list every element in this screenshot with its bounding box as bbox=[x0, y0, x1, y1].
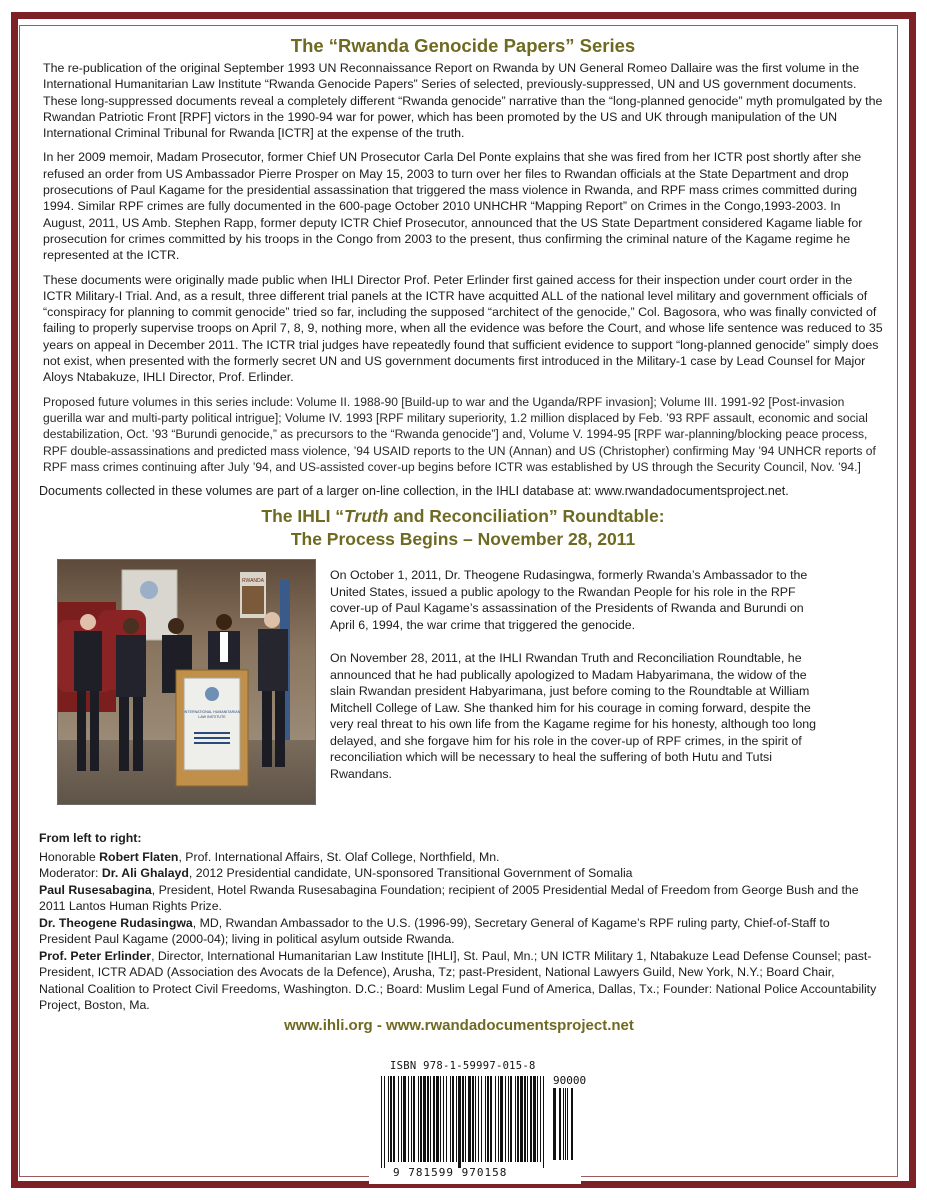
roundtable-subtitle: The Process Begins – November 28, 2011 bbox=[290, 529, 636, 550]
footer-urls[interactable]: www.ihli.org - www.rwandadocumentsproject.net bbox=[284, 1016, 634, 1034]
barcode-bar bbox=[472, 1076, 474, 1162]
collection-note: Documents collected in these volumes are part of a larger on-line collection, in the IHLI database at: www.rwandadocumentsproject.net. bbox=[39, 484, 789, 499]
barcode-number: 9 781599 970158 bbox=[393, 1166, 508, 1179]
barcode-bar bbox=[401, 1076, 402, 1162]
barcode-bar bbox=[498, 1076, 499, 1162]
barcode-bar bbox=[436, 1076, 439, 1162]
barcode-bar bbox=[540, 1076, 541, 1162]
barcode-bar bbox=[403, 1076, 406, 1162]
barcode-bar bbox=[384, 1076, 385, 1168]
barcode-bar bbox=[533, 1076, 536, 1162]
caption-item: Paul Rusesabagina, President, Hotel Rwanda Rusesabagina Foundation; recipient of 2005 Presidential Medal of Freedom from George Bush and the 2011 Lantos Human Rights Prize. bbox=[39, 882, 859, 914]
series-title: The “Rwanda Genocide Papers” Series bbox=[290, 35, 636, 56]
barcode-bar bbox=[481, 1076, 482, 1162]
barcode-bar bbox=[443, 1076, 444, 1162]
main-content bbox=[39, 35, 883, 1034]
roundtable-photo bbox=[57, 559, 316, 805]
barcode-addon-bar bbox=[567, 1088, 568, 1160]
barcode-bar bbox=[505, 1076, 506, 1162]
podium-line-1: INTERNATIONAL HUMANITARIAN bbox=[183, 710, 241, 715]
barcode-bar bbox=[515, 1076, 516, 1162]
barcode-bar bbox=[520, 1076, 523, 1162]
barcode-bar bbox=[381, 1076, 382, 1168]
barcode-bar bbox=[537, 1076, 538, 1162]
roundtable-title-post: and Reconciliation” Roundtable: bbox=[388, 506, 665, 527]
barcode-bar bbox=[423, 1076, 426, 1162]
series-paragraph-2: In her 2009 memoir, Madam Prosecutor, former Chief UN Prosecutor Carla Del Ponte explains that she was fired from her ICTR post shortly after she refused an order from US Ambassador Pierre Prosper on May 15, 2003 to turn over her files to Rwandan officials at the State Department and drop prosecutions of Paul Kagame for the presidential assassination that triggered the mass violence in Rwanda, and RPF mass crimes committed during 1994. Similar RPF crimes are fully documented in the 600-page October 2010 UNHCHR “Mapping Report” on Crimes in the Congo,1993-2003. In August, 2011, US Amb. Stephen Rapp, former deputy ICTR Chief Prosecutor, announced that the US State Department considered Kagame liable for prosecution for crimes committed by his troops in the Congo from 2003 to the present, thus confirming the criminal nature of the Kagame regime he represented at the ICTR. bbox=[43, 150, 863, 263]
barcode-addon-bar bbox=[563, 1088, 564, 1160]
barcode-bar bbox=[390, 1076, 392, 1162]
podium bbox=[176, 670, 248, 786]
price-code: 90000 bbox=[553, 1074, 587, 1087]
barcode-bar bbox=[510, 1076, 512, 1162]
barcode-bar bbox=[440, 1076, 441, 1162]
isbn-barcode bbox=[369, 1058, 587, 1184]
roundtable-title bbox=[43, 505, 883, 528]
barcode-bar bbox=[408, 1076, 409, 1162]
barcode-bar bbox=[450, 1076, 451, 1162]
proposed-volumes-paragraph: Proposed future volumes in this series include: Volume II. 1988-90 [Build-up to war and the Uganda/RPF invasion]; Volume III. 1991-92 [Post-invasion guerilla war and multi-party political intrigue]; Volume IV. 1993 [RPF military superiority, 1.2 million displaced by Feb. ’93 RPF assault, economic and social destabilization, Oct. ’93 “Burundi genocide,” as precursors to the “Rwanda genocide”] and, Volume V. 1994-95 [RPF war-planning/blocking peace process, RPF double-assassinations and predicted mass violence, ’94 USAID reports to the UN (Annan) and US (Christopher) confirming May ’94 UNHCR reports of RPF mass crimes continuing after July ’94, and US-assisted cover-up begins before ICTR was established by US through the Security Council, Nov. ’94.] bbox=[43, 394, 876, 474]
barcode-bar bbox=[485, 1076, 486, 1162]
roundtable-text bbox=[330, 559, 818, 805]
series-paragraph-3: These documents were originally made public when IHLI Director Prof. Peter Erlinder first gained access for their inspection under court order in the ICTR Military-I Trial. And, as a result, three different trial panels at the ICTR have acquitted ALL of the national level military and government officials of “conspiracy for planning to commit genocide” tried so far, including the supposed “architect of the genocide,” Col. Bagosora, who was finally convicted of failing to properly supervise troops on April 7, 8, 9, nothing more, when all the evidence was before the Court, and whose life sentence was reduced to 35 years on appeal in December 2011. The ICTR trial judges have repeatedly found that sufficient evidence to support “long-planned genocide” simply does not exist, when presented with the formerly secret UN and US government documents first introduced in the Military-1 case by Lead Counsel for Major Aloys Ntabakuze, IHLI Director, Prof. Erlinder. bbox=[43, 272, 883, 385]
barcode-bar bbox=[495, 1076, 496, 1162]
barcode-bar bbox=[462, 1076, 464, 1162]
barcode-bar bbox=[508, 1076, 509, 1162]
barcode-bar bbox=[530, 1076, 532, 1162]
barcode-bar bbox=[446, 1076, 447, 1162]
barcode-bar bbox=[456, 1076, 457, 1162]
barcode-bar bbox=[468, 1076, 471, 1162]
barcode-addon-bar bbox=[553, 1088, 555, 1160]
barcode-bar bbox=[411, 1076, 412, 1162]
barcode-bar bbox=[524, 1076, 526, 1162]
barcode-bar bbox=[490, 1076, 492, 1162]
captions-title: From left to right: bbox=[39, 831, 142, 846]
barcode-bar bbox=[527, 1076, 528, 1162]
barcode-addon-bar bbox=[565, 1088, 566, 1160]
barcode-bar bbox=[433, 1076, 435, 1162]
photo-illustration bbox=[58, 560, 315, 804]
barcode-bar bbox=[393, 1076, 395, 1162]
isbn-label: ISBN 978-1-59997-015-8 bbox=[390, 1060, 536, 1072]
barcode-bar bbox=[398, 1076, 399, 1162]
barcode-bar bbox=[458, 1076, 461, 1168]
barcode-bar bbox=[478, 1076, 479, 1162]
roundtable-paragraph-1: On October 1, 2011, Dr. Theogene Rudasingwa, formerly Rwanda’s Ambassador to the United States, issued a public apology to the Rwandan People for his role in the RPF cover-up of Paul Kagame’s assassination of the Presidents of Rwanda and Burundi on April 6, 1994, the war crime that triggered the genocide. bbox=[330, 568, 808, 632]
caption-item: Dr. Theogene Rudasingwa, MD, Rwandan Ambassador to the U.S. (1996-99), Secretary General of Kagame’s RPF ruling party, Chief-of-Staff to President Paul Kagame (2000-04); living in political asylum outside Rwanda. bbox=[39, 915, 830, 947]
barcode-bar bbox=[427, 1076, 429, 1162]
barcode-bar bbox=[475, 1076, 476, 1162]
roundtable-title-pre: The IHLI “ bbox=[261, 506, 345, 527]
roundtable-section bbox=[43, 559, 883, 805]
barcode-addon-bar bbox=[555, 1088, 556, 1160]
barcode-bar bbox=[418, 1076, 419, 1162]
barcode-bar bbox=[487, 1076, 489, 1162]
roundtable-title-em: Truth bbox=[344, 506, 389, 527]
barcode-bar bbox=[543, 1076, 544, 1168]
barcode-bar bbox=[500, 1076, 503, 1162]
roundtable-paragraph-2: On November 28, 2011, at the IHLI Rwandan Truth and Reconciliation Roundtable, he announced that he had publically apologized to Madam Habyarimana, the widow of the slain Rwandan president Habyarimana, just before coming to the Roundtable at William Mitchell College of Law. She thanked him for his courage in coming forward, despite the very real threat to his own life from the Kagame regime for his honesty, although too long delayed, and she forgave him for his role in the cover-up of RPF crimes, in the spirit of reconciliation which will be necessary to heal the suffering of both Hutu and Tutsi Rwandans. bbox=[330, 651, 817, 781]
barcode-addon-bar bbox=[559, 1088, 561, 1160]
barcode-bar bbox=[465, 1076, 466, 1162]
barcode-addon-bar bbox=[571, 1088, 573, 1160]
barcode-bar bbox=[420, 1076, 422, 1162]
barcode-bar bbox=[388, 1076, 389, 1162]
photo-captions bbox=[39, 830, 883, 1014]
easel-label: RWANDA bbox=[242, 578, 264, 585]
barcode-bar bbox=[517, 1076, 519, 1162]
barcode-bar bbox=[430, 1076, 431, 1162]
series-paragraph-1: The re-publication of the original September 1993 UN Reconnaissance Report on Rwanda by UN General Romeo Dallaire was the first volume in the International Humanitarian Law Institute “Rwanda Genocide Papers” Series of selected, previously-suppressed, UN and US government documents. These long-suppressed documents reveal a completely different “Rwanda genocide” narrative than the “long-planned genocide” myth promulgated by the Rwandan Patriotic Front [RPF] victors in the 1990-94 war for power, which has been promoted by the US and UK through manipulation of the UN International Criminal Tribunal for Rwanda [ICTR] at the expense of the truth. bbox=[43, 61, 883, 141]
podium-line-2: LAW INSTITUTE bbox=[198, 715, 226, 720]
barcode-bar bbox=[452, 1076, 454, 1162]
barcode-bar bbox=[413, 1076, 415, 1162]
caption-item: Honorable Robert Flaten, Prof. International Affairs, St. Olaf College, Northfield, Mn. bbox=[39, 849, 500, 864]
caption-item: Moderator: Dr. Ali Ghalayd, 2012 Presidential candidate, UN-sponsored Transitional Government of Somalia bbox=[39, 866, 633, 881]
caption-item: Prof. Peter Erlinder, Director, International Humanitarian Law Institute [IHLI], St. Paul, Mn.; UN ICTR Military 1, Ntabakuze Lead Defense Counsel; past-President, ICTR ADAD (Association des Avocats de la Defence), Arusha, Tz; past-President, National Lawyers Guild, New York, N.Y.; Board Chair, National Coalition to Protect Civil Freedoms, Washington. D.C.; Board: Muslim Legal Fund of America, Dallas, Tx.; Founder: National Police Accountability Project, Boston, Ma. bbox=[39, 948, 877, 1013]
